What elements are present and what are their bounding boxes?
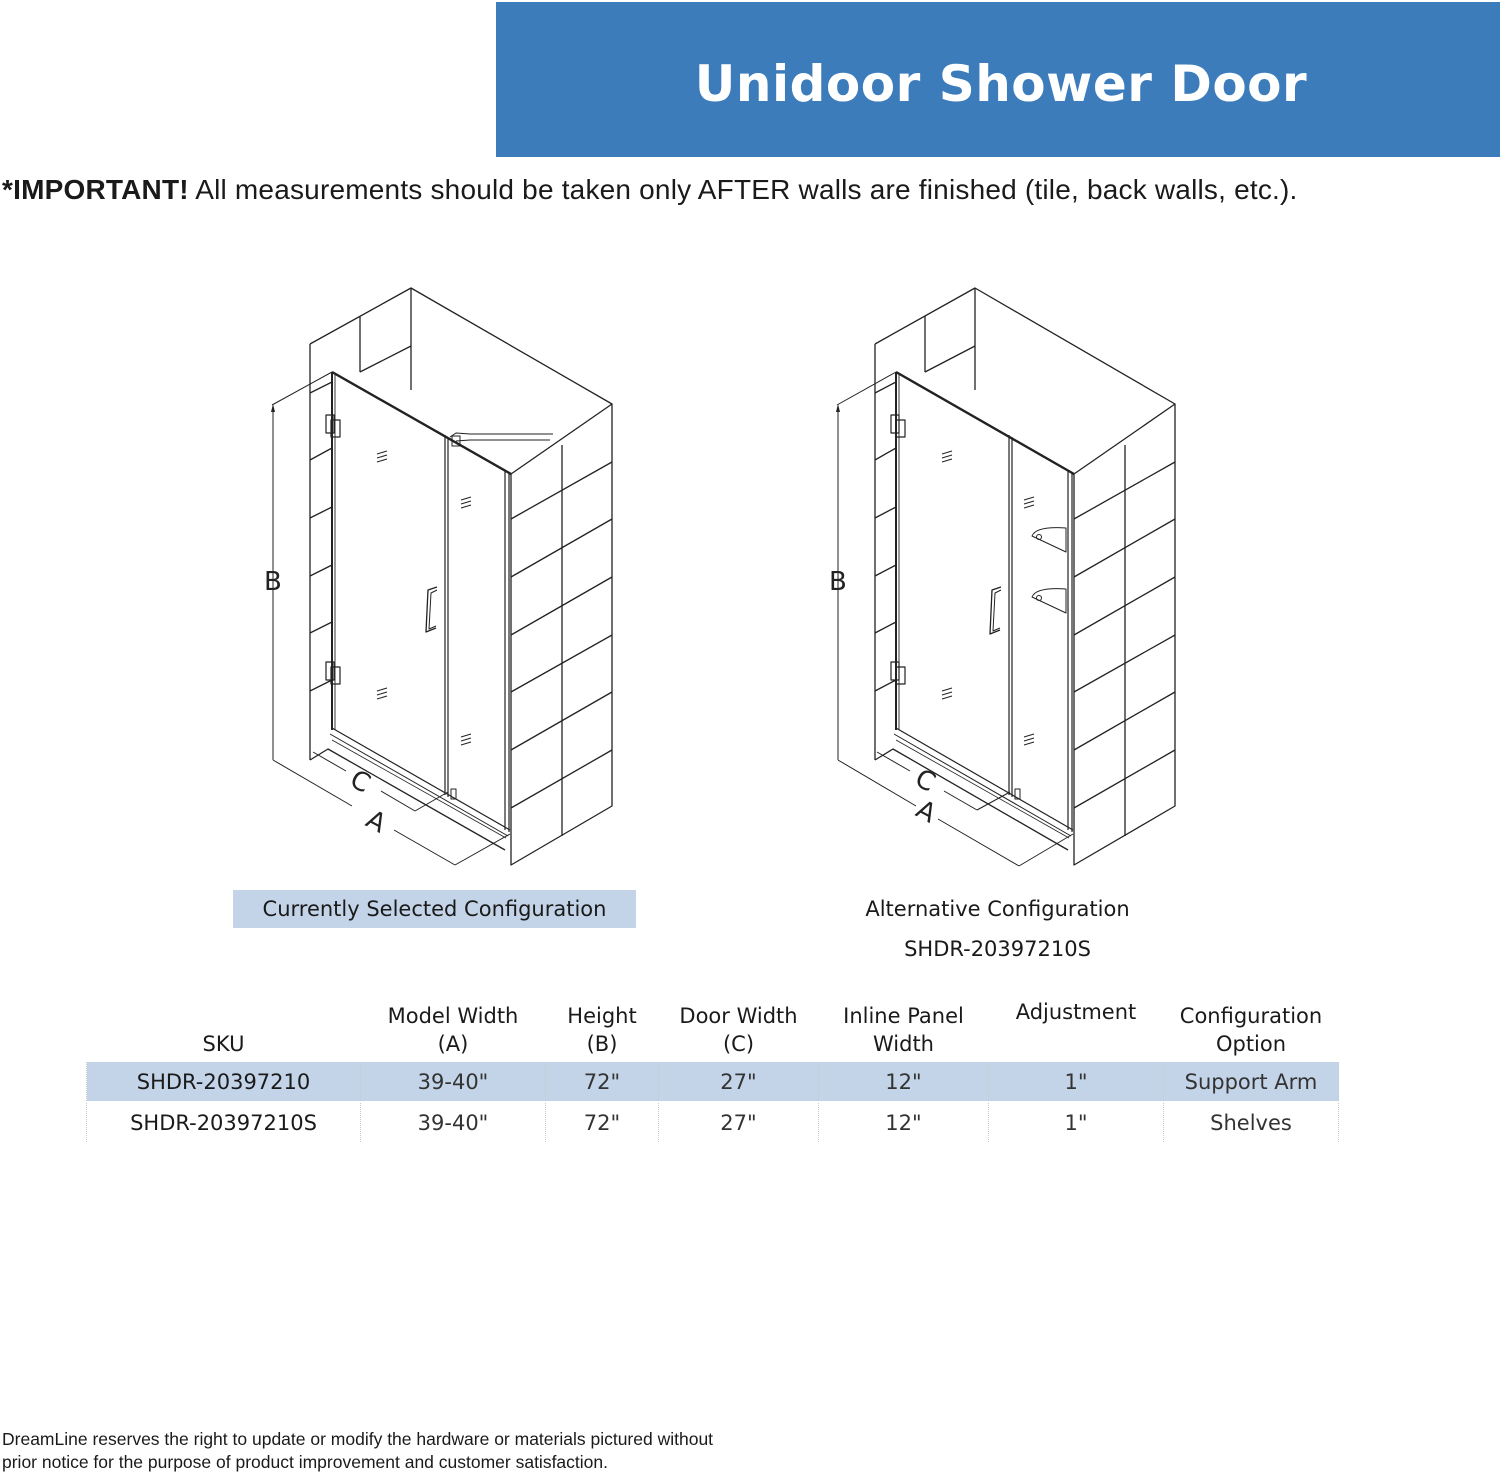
notice-text: All measurements should be taken only AFTER walls are finished (tile, back walls, etc.).: [188, 174, 1298, 205]
cell-inline-panel-width: 12": [819, 1062, 989, 1102]
header-configuration-option: Configuration Option: [1179, 1004, 1323, 1056]
cell-sku: SHDR-20397210S: [87, 1102, 361, 1142]
spec-table: [86, 998, 1339, 1142]
cell-sku: SHDR-20397210: [87, 1062, 361, 1102]
cell-inline-panel-width: 12": [819, 1102, 989, 1142]
header-adjustment: Adjustment: [1015, 1000, 1137, 1024]
cell-door-width: 27": [659, 1062, 819, 1102]
table-row: [87, 1102, 1339, 1142]
cell-height: 72": [546, 1102, 659, 1142]
table-row-selected: [87, 1062, 1339, 1102]
disclaimer-line-2: prior notice for the purpose of product improvement and customer satisfaction.: [2, 1452, 608, 1472]
cell-height: 72": [546, 1062, 659, 1102]
dimension-label-a: A: [910, 794, 941, 830]
title-banner: [496, 2, 1500, 157]
measurement-notice: [2, 172, 1298, 208]
header-model-width: Model Width (A): [387, 1004, 519, 1056]
selected-config-caption: Currently Selected Configuration: [233, 890, 636, 928]
header-door-width: Door Width (C): [679, 1004, 798, 1056]
dimension-label-b: B: [829, 567, 847, 597]
cell-configuration-option: Shelves: [1164, 1102, 1339, 1142]
disclaimer: [2, 1428, 713, 1474]
dimension-label-b: B: [264, 567, 282, 597]
page-title: Unidoor Shower Door: [694, 55, 1308, 113]
alternative-config-caption: Alternative Configuration: [865, 897, 1130, 921]
alternative-config-sku: SHDR-20397210S: [904, 937, 1091, 961]
cell-model-width: 39-40": [361, 1062, 546, 1102]
header-height: Height (B): [567, 1004, 637, 1056]
selected-config-diagram: [260, 280, 630, 880]
dimension-label-c: C: [345, 764, 376, 800]
dimension-label-c: C: [910, 763, 941, 799]
cell-model-width: 39-40": [361, 1102, 546, 1142]
cell-door-width: 27": [659, 1102, 819, 1142]
cell-adjustment: 1": [989, 1102, 1164, 1142]
notice-emphasis: *IMPORTANT!: [2, 174, 189, 205]
alternative-config-diagram: [825, 280, 1195, 880]
disclaimer-line-1: DreamLine reserves the right to update or modify the hardware or materials pictured without: [2, 1429, 714, 1449]
table-header-row: [87, 998, 1339, 1062]
dimension-label-a: A: [360, 804, 391, 840]
cell-adjustment: 1": [989, 1062, 1164, 1102]
cell-configuration-option: Support Arm: [1164, 1062, 1339, 1102]
header-sku: SKU: [202, 1032, 245, 1056]
header-inline-panel-width: Inline Panel Width: [843, 1004, 964, 1056]
